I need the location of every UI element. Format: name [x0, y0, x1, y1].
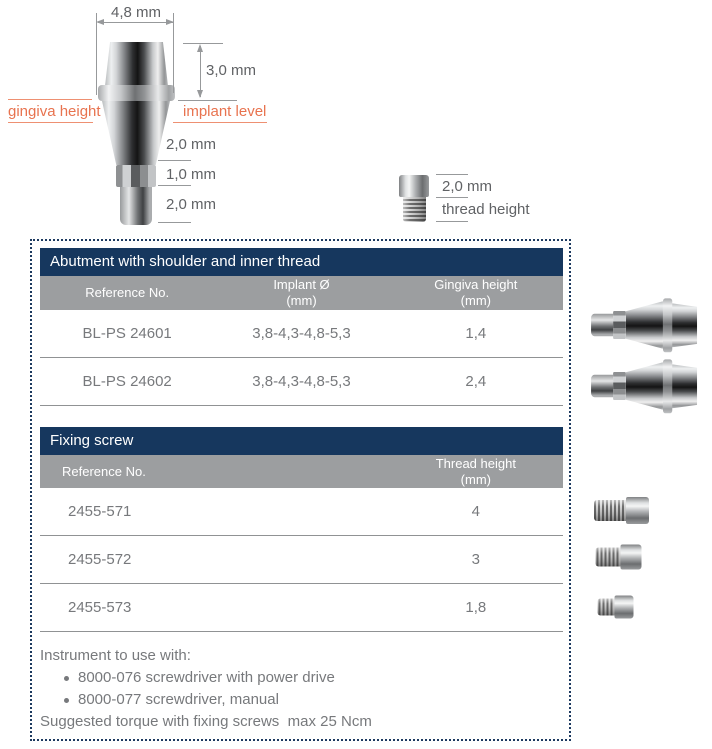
notes-intro: Instrument to use with:: [40, 647, 191, 664]
screw-head: [621, 545, 642, 570]
abutment-top-cone: [672, 303, 698, 347]
column-header-reference: [40, 455, 389, 488]
column-unit: (mm): [286, 293, 317, 308]
abutment-body-cone: [626, 301, 663, 349]
segment-2-label: 1,0 mm: [166, 166, 217, 183]
cell-thread-height: 1,8: [465, 599, 487, 616]
abutment-hex-section: [613, 372, 626, 400]
abutment-tip-cylinder: [591, 314, 613, 336]
abutment-shoulder-flange: [98, 85, 175, 101]
column-label: Implant Ø: [273, 277, 330, 292]
screw-photo-4mm: [594, 497, 649, 524]
screw-photo-main: [399, 175, 429, 222]
abutment-photo-side-1: [590, 297, 699, 353]
segment-1-label: 2,0 mm: [166, 136, 217, 153]
cell-thread-height: 4: [471, 503, 480, 520]
column-unit: (mm): [460, 293, 491, 308]
column-label: Gingiva height: [434, 277, 518, 292]
height-ext-line-bottom: [178, 100, 237, 101]
screw-thread-value: 2,0 mm: [442, 178, 493, 195]
table-row: [40, 536, 563, 584]
width-ext-line-left: [96, 13, 97, 95]
torque-note: Suggested torque with fixing screws max 25 Ncm: [40, 713, 372, 730]
column-header-thread-height: [389, 455, 563, 488]
thread-dim-line-1: [436, 174, 468, 175]
abutment-body-cone: [626, 362, 663, 410]
arrow-left-icon: [96, 19, 104, 25]
abutment-shoulder-flange: [663, 298, 672, 352]
screw-photo-1-8mm: [598, 596, 634, 619]
cell-implant-diameter: 3,8-4,3-4,8-5,3: [252, 325, 351, 342]
instrument-notes: [40, 645, 563, 733]
column-header-gingiva-height: [389, 276, 563, 310]
abutment-shoulder-flange: [663, 359, 672, 413]
list-item: [40, 689, 563, 711]
fixing-screw-table-header: [40, 455, 563, 488]
column-unit: (mm): [460, 471, 491, 487]
abutment-width-label: 4,8 mm: [110, 4, 161, 21]
screw-thread: [598, 599, 615, 616]
abutment-table-header: [40, 276, 563, 310]
segment-3-line: [158, 222, 191, 223]
cell-gingiva-height: 2,4: [465, 373, 487, 390]
table-row: [40, 488, 563, 536]
segment-1-line: [158, 160, 191, 161]
screw-thread: [403, 197, 426, 222]
note-bullet-text: 8000-077 screwdriver, manual: [78, 691, 279, 708]
table-row: [40, 358, 563, 406]
note-bullet-text: 8000-076 screwdriver with power drive: [78, 669, 335, 686]
product-panel: [30, 239, 571, 741]
gingiva-line-bottom: [8, 122, 93, 123]
cell-gingiva-height: 1,4: [465, 325, 487, 342]
abutment-table-title: Abutment with shoulder and inner thread: [40, 248, 563, 276]
cell-reference: 2455-573: [68, 599, 132, 616]
column-label: Reference No.: [62, 463, 146, 479]
arrow-up-icon: [197, 44, 203, 52]
segment-2-line: [158, 185, 191, 186]
segment-3-label: 2,0 mm: [166, 196, 217, 213]
screw-thread: [594, 500, 626, 521]
screw-head: [615, 596, 634, 619]
abutment-tip-cylinder: [120, 187, 152, 225]
abutment-tip-cylinder: [591, 375, 613, 397]
abutment-hex-section: [613, 311, 626, 339]
abutment-photo-side-2: [590, 358, 699, 414]
width-ext-line-right: [173, 13, 174, 93]
screw-head: [626, 497, 649, 524]
gingiva-height-label: gingiva height: [8, 103, 101, 120]
cell-reference: 2455-571: [68, 503, 132, 520]
table-row: [40, 584, 563, 632]
fixing-screw-table: [40, 427, 563, 632]
implant-level-label: implant level: [183, 103, 267, 120]
gingiva-line-top: [8, 99, 92, 100]
screw-head: [399, 175, 429, 197]
abutment-photo-main: [96, 38, 176, 226]
abutment-upper-height-label: 3,0 mm: [206, 62, 257, 79]
list-item: [40, 667, 563, 689]
abutment-top-cone: [672, 364, 698, 408]
screw-photo-3mm: [596, 545, 642, 570]
implant-level-line: [173, 122, 267, 123]
screw-thread: [596, 548, 621, 567]
abutment-top-cone: [105, 42, 168, 86]
bullet-dot-icon: [64, 698, 69, 703]
table-row: [40, 310, 563, 358]
abutment-table: [40, 248, 563, 406]
width-dim-line: [98, 22, 173, 23]
cell-reference: 2455-572: [68, 551, 132, 568]
abutment-hex-section: [116, 165, 156, 187]
bullet-dot-icon: [64, 676, 69, 681]
cell-implant-diameter: 3,8-4,3-4,8-5,3: [252, 373, 351, 390]
abutment-body-cone: [102, 101, 170, 165]
arrow-down-icon: [197, 90, 203, 98]
column-header-implant-diameter: [214, 276, 388, 310]
fixing-screw-table-title: Fixing screw: [40, 427, 563, 455]
cell-reference: BL-PS 24602: [82, 373, 172, 390]
column-label: Reference No.: [85, 285, 170, 300]
column-header-reference: [40, 276, 214, 310]
thread-dim-line-2: [436, 197, 468, 198]
thread-dim-line-3: [436, 221, 468, 222]
column-label: Thread height: [435, 455, 516, 471]
cell-thread-height: 3: [471, 551, 480, 568]
cell-reference: BL-PS 24601: [82, 325, 172, 342]
screw-thread-label: thread height: [442, 201, 530, 218]
height-ext-line-top: [183, 43, 223, 44]
